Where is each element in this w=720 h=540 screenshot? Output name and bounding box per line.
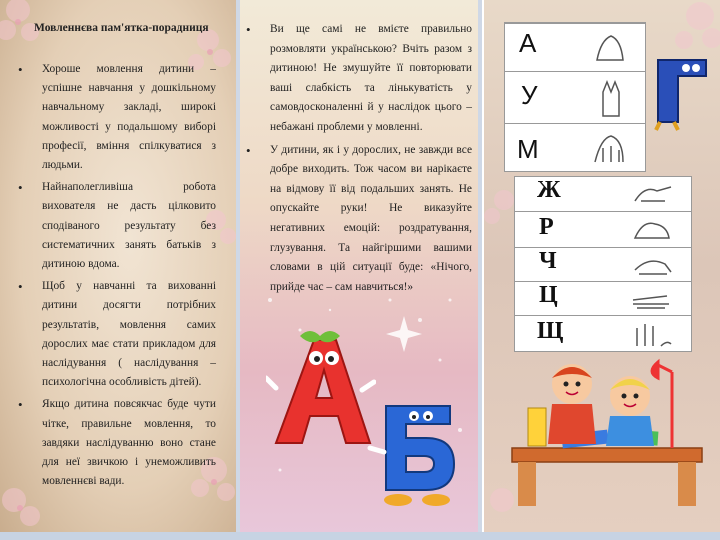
list-item: • Хороше мовлення дитини – успішне навчання у дошкільному навчальному закладі, широкі можливості у подальшому виборі професії, вміння спілкуватися з людьми. <box>42 60 216 175</box>
table-row <box>515 177 691 211</box>
cartoon-letter-a-icon <box>266 328 376 456</box>
list-item: • Якщо дитина повсякчас буде чути чітке, правильне мовлення, то завдяки наслідуванню воно стане для неї звичкою і унеможливить мовленнєві вади. <box>42 395 216 491</box>
table-row <box>505 123 645 172</box>
hand-sign-icon <box>589 30 629 66</box>
left-panel <box>0 0 236 532</box>
hand-sign-icon <box>591 80 631 118</box>
table-header <box>505 13 645 23</box>
table-row <box>515 211 691 248</box>
table-row <box>515 281 691 316</box>
table-row <box>505 23 645 72</box>
cartoon-letter-g-icon <box>650 52 714 132</box>
table-row <box>505 71 645 124</box>
sign-letter: Щ <box>537 318 564 344</box>
sign-letter: Ц <box>539 282 558 308</box>
hand-sign-icon <box>589 130 629 166</box>
list-item: • У дитини, як і у дорослих, не завжди все добре виходить. Тож часом ви нарікаєте на відмову її від подальших занять. Не опускайте руки! Не виказуйте негативних емоцій: роздратування, глузування. Та найгіршими вашими словами в цій ситуації буде: «Нічого, прийде час – сам навчиться!» <box>270 141 472 298</box>
middle-panel <box>240 0 478 532</box>
list-item: • Ви ще самі не вмієте правильно розмовляти українською? Вчіть разом з дитиною! Не змушуйте її повторювати ваші слабкість та лінькуватість у самовдосконаленні й у наслідок цього – небажані проблеми у мовленні. <box>270 20 472 138</box>
hand-sign-icon <box>631 216 675 244</box>
sign-alphabet-table-bottom <box>514 176 692 352</box>
hand-sign-icon <box>631 181 675 207</box>
right-panel <box>484 0 720 532</box>
table-row <box>515 315 691 352</box>
sign-letter: Ч <box>539 248 557 274</box>
sign-letter: У <box>521 80 538 110</box>
hand-sign-icon <box>631 286 675 312</box>
advice-list-left <box>42 60 216 494</box>
sign-letter: Р <box>539 214 554 240</box>
bottom-bar <box>0 532 720 540</box>
advice-list-middle <box>270 20 472 300</box>
table-row <box>515 247 691 282</box>
list-item: • Щоб у навчанні та вихованні дитини досягти потрібних результатів, мовлення самих дорослих має стати прикладом для наслідування ( наслідування – психологічна особливість дітей). <box>42 277 216 392</box>
sign-letter: Ж <box>537 177 561 203</box>
page-title: Мовленнєва пам'ятка-порадниця <box>34 22 209 34</box>
cartoon-children-desk-icon <box>502 352 712 512</box>
panel-divider <box>478 0 482 532</box>
sign-alphabet-table-top <box>504 22 646 172</box>
cartoon-letter-b-icon <box>364 392 464 510</box>
hand-sign-icon <box>631 320 675 348</box>
sign-letter: М <box>517 134 539 164</box>
sign-letter: А <box>519 28 537 58</box>
list-item: • Найнаполегливіша робота вихователя не дасть цілковито сподіваного результату без систематичних занять батьків з дитиною вдома. <box>42 178 216 274</box>
hand-sign-icon <box>631 252 675 278</box>
